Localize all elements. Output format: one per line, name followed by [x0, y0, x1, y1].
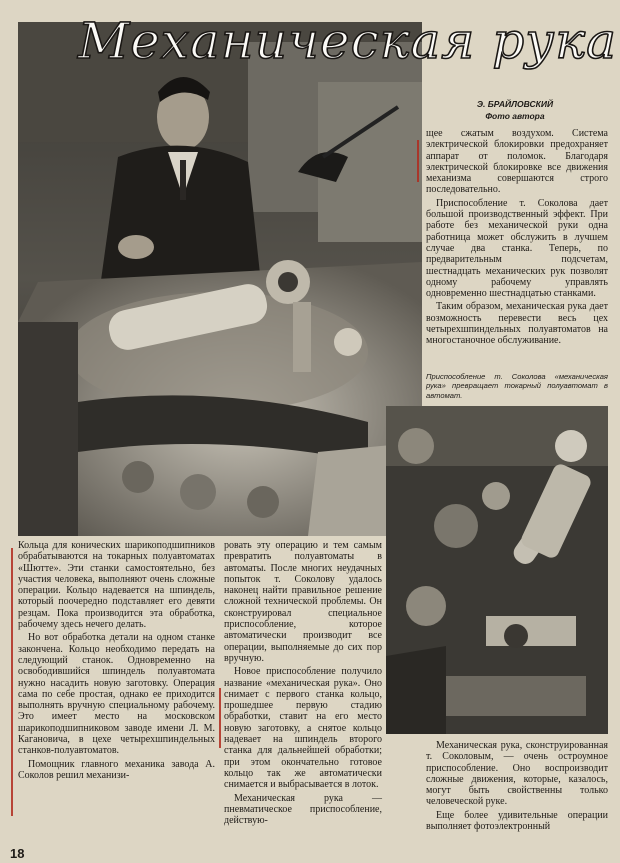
pencil-mark — [11, 548, 13, 816]
paragraph: Новое приспособление получило название «механическая рука». Оно снимает с первого станка кольцо, прошедшее первую стадию обработки, ставит на его место новую заготовку, а снятое кольцо надевает на шпиндель второго станка для дальнейшей обработки; при этом окончательно готовое кольцо так же автоматически снимается и выбрасывается в лоток. — [224, 666, 382, 791]
byline — [424, 98, 606, 122]
column-right-bottom — [426, 740, 608, 834]
column-left — [18, 540, 215, 783]
author-name: Э. БРАЙЛОВСКИЙ — [476, 99, 554, 109]
paragraph: Таким образом, механическая рука дает возможность перевести весь цех четырехшпиндельных полуавтоматов на многостаночное обслуживание. — [426, 301, 608, 347]
paragraph: щее сжатым воздухом. Система электрической блокировки предохраняет аппарат от поломок. Благодаря электрической блокировке все движения механизма совершаются строго последовательно. — [426, 128, 608, 196]
photo-credit: Фото автора — [485, 111, 545, 121]
pencil-mark — [417, 140, 419, 182]
paragraph: Еще более удивительные операции выполняет фотоэлектронный — [426, 809, 608, 833]
paragraph: ровать эту операцию и тем самым превратить полуавтоматы в автоматы. После многих неудачных попыток т. Соколову удалось наконец найти правильное решение сложной технической проблемы. Он сконструировал специальное приспособление, которое автоматически производит все операции, выполняемые до сих пор вручную. — [224, 540, 382, 664]
photo-caption: Приспособление т. Соколова «механическая рука» превращает токарный полуавтомат в автомат. — [426, 372, 608, 400]
photo-mechanical-arm — [386, 406, 608, 734]
main-photo-worker-at-machine — [18, 22, 422, 536]
column-middle — [224, 540, 382, 828]
pencil-mark — [219, 688, 221, 748]
column-right-top — [426, 128, 608, 349]
paragraph: Кольца для конических шарикоподшипников обрабатываются на токарных полуавтоматах «Шютте». Эти станки самостоятельно, без участия человека, выполняют очень сложные операции. Кольцо надевается на шпиндель, который поочередно подставляет его девяти резцам. Пока производится эта обработка, рабочему здесь нечего делать. — [18, 540, 215, 631]
paragraph: Помощник главного механика завода А. Соколов решил механизи- — [18, 758, 215, 781]
paragraph: Механическая рука — пневматическое приспособление, действую- — [224, 792, 382, 827]
paragraph: Приспособление т. Соколова дает большой производственный эффект. При работе без механической руки одна работница может обслужить в лучшем случае два станка. Теперь, по предварительным подсчетам, шестнадцать механических рук позволят одному рабочему управлять одновременно шестнадцатью станками. — [426, 197, 608, 300]
page-number: 18 — [10, 846, 25, 861]
paragraph: Но вот обработка детали на одном станке закончена. Кольцо необходимо передать на следующий станок. Одновременно на освободившийся шпиндель полуавтомата нужно насадить новую заготовку. Операция сама по себе простая, однако ее приходится выполнять вручную специальному рабочему. Это имеет место на московском шарикоподшипниковом заводе имени Л. М. Кагановича, в цехе четырехшпиндельных станков-полуавтоматов. — [18, 632, 215, 757]
paragraph: Механическая рука, сконструированная т. Соколовым, — очень остроумное приспособление. Оно воспроизводит сложные движения, которые, казалось, могут быть свойственны только человеческой руке. — [426, 740, 608, 808]
article-title: Механическая рука — [78, 12, 617, 70]
